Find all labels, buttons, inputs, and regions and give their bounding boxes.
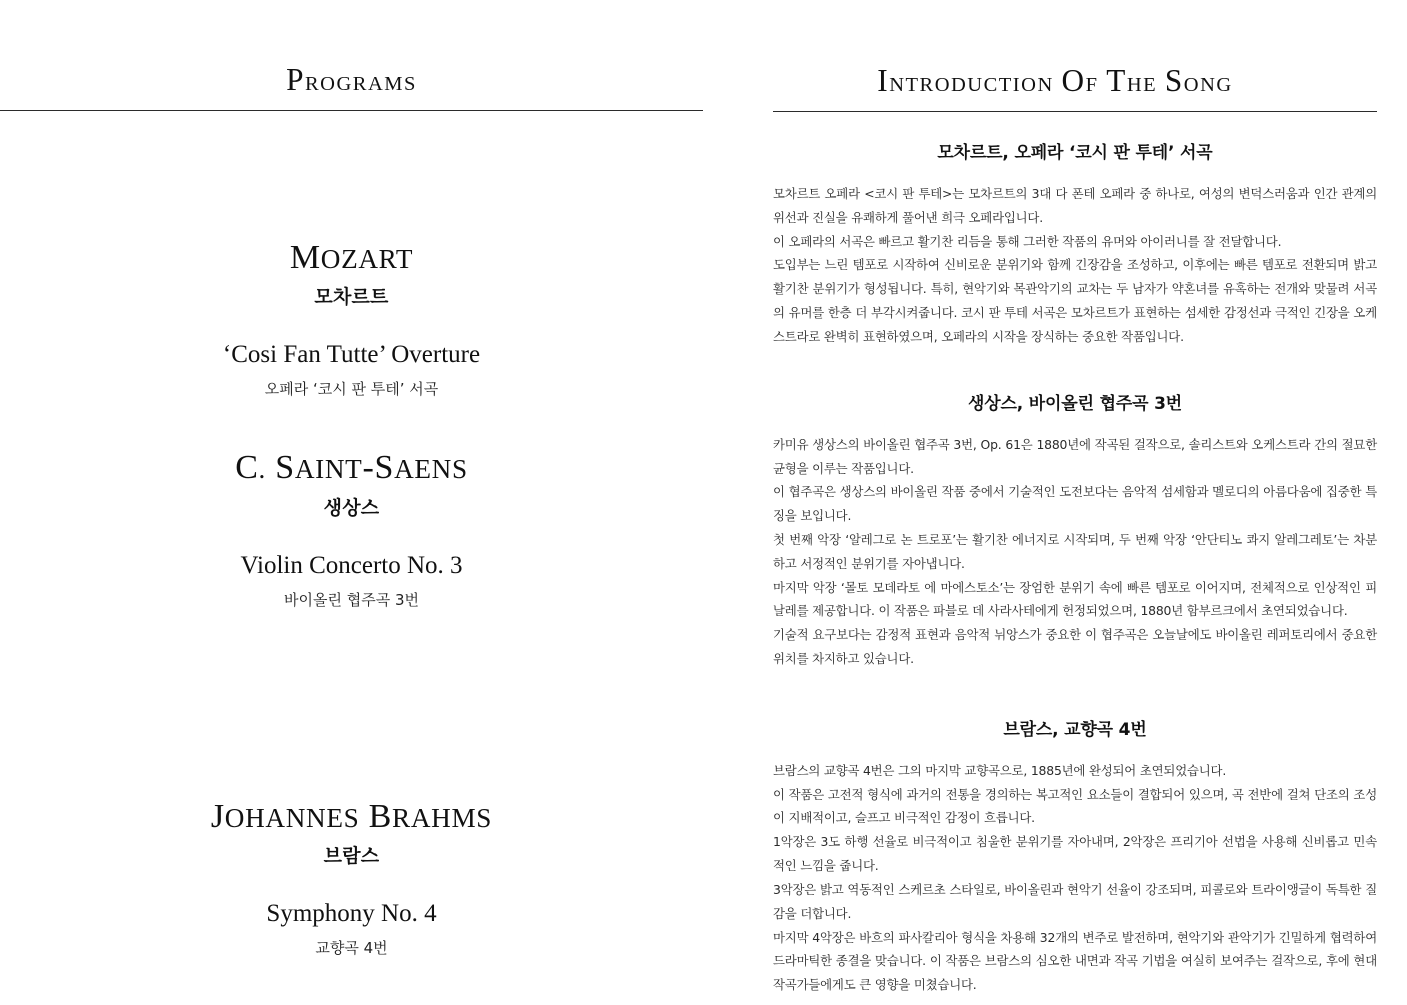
composer-name-en: C. SAINT-SAENS	[235, 449, 468, 487]
composer-name-en: JOHANNES BRAHMS	[210, 797, 493, 835]
note-item	[773, 715, 1377, 997]
work-title-kr: 교향곡 4번	[315, 939, 388, 958]
introduction-heading-rule	[773, 111, 1377, 112]
introduction-heading-text: INTRODUCTION OF THE SONG	[877, 63, 1233, 98]
work-title-kr: 바이올린 협주곡 3번	[283, 590, 419, 609]
note-paragraph: 카미유 생상스의 바이올린 협주곡 3번, Op. 61은 1880년에 작곡된 걸작으로, 솔리스트와 오케스트라 간의 절묘한 균형을 이루는 작품입니다.	[773, 436, 1377, 476]
program-entry	[0, 239, 703, 399]
work-title-en: Symphony No. 4	[266, 900, 437, 928]
note-body	[773, 433, 1377, 671]
composer-name-en: MOZART	[289, 239, 414, 276]
note-paragraph: 모차르트 오페라 <코시 판 투테>는 모차르트의 3대 다 폰테 오페라 중 하나로, 여성의 변덕스러움과 인간 관계의 위선과 진실을 유쾌하게 풀어낸 희극 오페라입니다.	[773, 186, 1377, 225]
note-paragraph: 이 오페라의 서곡은 빠르고 활기찬 리듬을 통해 그러한 작품의 유머와 아이러니를 잘 전달합니다.	[773, 233, 1282, 249]
composer-name-kr: 브람스	[323, 845, 380, 868]
programs-heading-text: PROGRAMS	[286, 62, 417, 97]
note-paragraph: 마지막 4악장은 바흐의 파사칼리아 형식을 차용해 32개의 변주로 발전하며, 현악기와 관악기가 긴밀하게 협력하여 드라마틱한 종결을 맞습니다. 이 작품은 브람스의 심오한 내면과 작곡 기법을 여실히 보여주는 걸작으로, 후에 현대 작곡가들에게도 큰 영향을 미쳤습니다.	[773, 929, 1377, 993]
program-entry	[0, 798, 703, 958]
introduction-heading	[703, 63, 1407, 99]
note-paragraph: 브람스의 교향곡 4번은 그의 마지막 교향곡으로, 1885년에 완성되어 초연되었습니다.	[773, 762, 1227, 778]
note-title: 브람스, 교향곡 4번	[1003, 719, 1147, 740]
note-item	[773, 138, 1377, 349]
programs-column	[0, 0, 703, 1005]
introduction-column	[703, 0, 1407, 1005]
note-title: 생상스, 바이올린 협주곡 3번	[968, 393, 1182, 414]
note-paragraph: 1악장은 3도 하행 선율로 비극적이고 침울한 분위기를 자아내며, 2악장은 프리기아 선법을 사용해 신비롭고 민속적인 느낌을 줍니다.	[773, 834, 1377, 874]
note-body	[773, 759, 1377, 997]
work-title-kr: 오페라 ‘코시 판 투테’ 서곡	[264, 380, 439, 399]
note-title: 모차르트, 오페라 ‘코시 판 투테’ 서곡	[937, 143, 1213, 163]
note-paragraph: 기술적 요구보다는 감정적 표현과 음악적 뉘앙스가 중요한 이 협주곡은 오늘날에도 바이올린 레퍼토리에서 중요한 위치를 차지하고 있습니다.	[773, 627, 1377, 666]
programs-heading-rule	[0, 110, 703, 111]
notes-list	[703, 138, 1407, 997]
note-paragraph: 이 작품은 고전적 형식에 과거의 전통을 경의하는 복고적인 요소들이 결합되어 있으며, 곡 전반에 걸쳐 단조의 조성이 지배적이고, 슬프고 비극적인 감정이 흐릅니다.	[773, 786, 1377, 826]
note-paragraph: 첫 번째 악장 ‘알레그로 논 트로포’는 활기찬 에너지로 시작되며, 두 번째 악장 ‘안단티노 콰지 알레그레토’는 차분하고 서정적인 분위기를 자아냅니다.	[773, 531, 1377, 571]
work-title-en: ‘Cosi Fan Tutte’ Overture	[222, 341, 481, 369]
note-body	[773, 182, 1377, 349]
note-item	[773, 389, 1377, 671]
note-paragraph: 마지막 악장 ‘몰토 모데라토 에 마에스토소’는 장엄한 분위기 속에 빠른 템포로 이어지며, 전체적으로 인상적인 피날레를 제공합니다. 이 작품은 파블로 데 사라사테에게 헌정되었으며, 1880년 함부르크에서 초연되었습니다.	[773, 579, 1377, 619]
work-title-en: Violin Concerto No. 3	[240, 551, 463, 579]
composer-name-kr: 생상스	[323, 496, 380, 519]
note-paragraph: 도입부는 느린 템포로 시작하여 신비로운 분위기와 함께 긴장감을 조성하고, 이후에는 빠른 템포로 전환되며 밝고 활기찬 분위기가 형성됩니다. 특히, 현악기와 목관악기의 교차는 두 남자가 약혼녀를 유혹하는 전개와 맞물려 서곡의 유머를 한층 더 부각시켜줍니다. 코시 판 투테 서곡은 모차르트가 표현하는 섬세한 감정선과 극적인 긴장을 오케스트라로 완벽히 표현하였으며, 오페라의 시작을 장식하는 중요한 작품입니다.	[773, 257, 1377, 344]
program-entry	[0, 449, 703, 609]
note-paragraph: 이 협주곡은 생상스의 바이올린 작품 중에서 기술적인 도전보다는 음악적 섬세함과 멜로디의 아름다움에 집중한 특징을 보입니다.	[773, 484, 1377, 524]
composer-name-kr: 모차르트	[314, 286, 389, 309]
programs-heading	[0, 62, 703, 98]
note-paragraph: 3악장은 밝고 역동적인 스케르초 스타일로, 바이올린과 현악기 선율이 강조되며, 피콜로와 트라이앵글이 독특한 질감을 더합니다.	[773, 881, 1377, 921]
